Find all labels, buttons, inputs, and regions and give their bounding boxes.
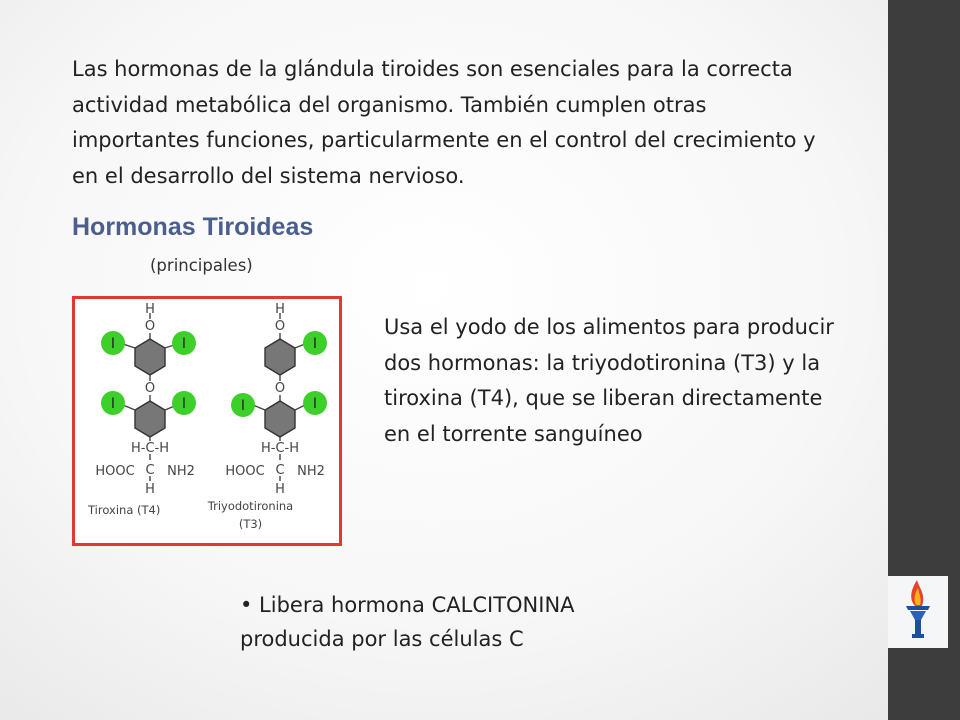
iodine-label: I	[312, 396, 318, 412]
ch2-label: H-C-H	[260, 441, 300, 456]
calcitonin-bullet: • Libera hormona CALCITONINA producida por las células C	[240, 593, 575, 651]
label-triyodotironina: Triyodotironina (T3)	[207, 499, 294, 531]
figure-subtitle: (principales)	[150, 256, 253, 275]
hydrogen-label: H	[145, 482, 155, 497]
hydrogen-label: H	[275, 482, 285, 497]
iodine-label: I	[110, 396, 116, 412]
amine-label: NH2	[297, 464, 325, 479]
carbon-label: C	[145, 463, 155, 478]
hydrogen-label: H	[275, 302, 285, 317]
carboxyl-label: HOOC	[225, 464, 265, 479]
iodine-label: I	[181, 336, 187, 352]
ch2-label: H-C-H	[130, 441, 170, 456]
iodine-label: I	[312, 336, 318, 352]
iodine-label: I	[240, 398, 246, 414]
oxygen-label: O	[144, 381, 156, 396]
iodine-label: I	[181, 396, 187, 412]
description-paragraph: Usa el yodo de los alimentos para producir dos hormonas: la triyodotironina (T3) y la tiroxina (T4), que se liberan directamente en el torrente sanguíneo	[384, 315, 834, 446]
label-tiroxina: Tiroxina (T4)	[88, 503, 161, 517]
oxygen-label: O	[144, 319, 156, 334]
torch-logo	[888, 576, 948, 648]
oxygen-label: O	[274, 381, 286, 396]
intro-paragraph: Las hormonas de la glándula tiroides son esenciales para la correcta actividad metabólica del organismo. También cumplen otras importantes funciones, particularmente en el control del crecimiento y en el desarrollo del sistema nervioso.	[72, 57, 816, 188]
oxygen-label: O	[274, 319, 286, 334]
amine-label: NH2	[167, 464, 195, 479]
hydrogen-label: H	[145, 302, 155, 317]
iodine-atoms	[101, 331, 327, 417]
torch-icon	[888, 576, 948, 648]
carbon-label: C	[275, 463, 285, 478]
figure-title: Hormonas Tiroideas	[72, 213, 314, 241]
carboxyl-label: HOOC	[95, 464, 135, 479]
iodine-label: I	[110, 336, 116, 352]
